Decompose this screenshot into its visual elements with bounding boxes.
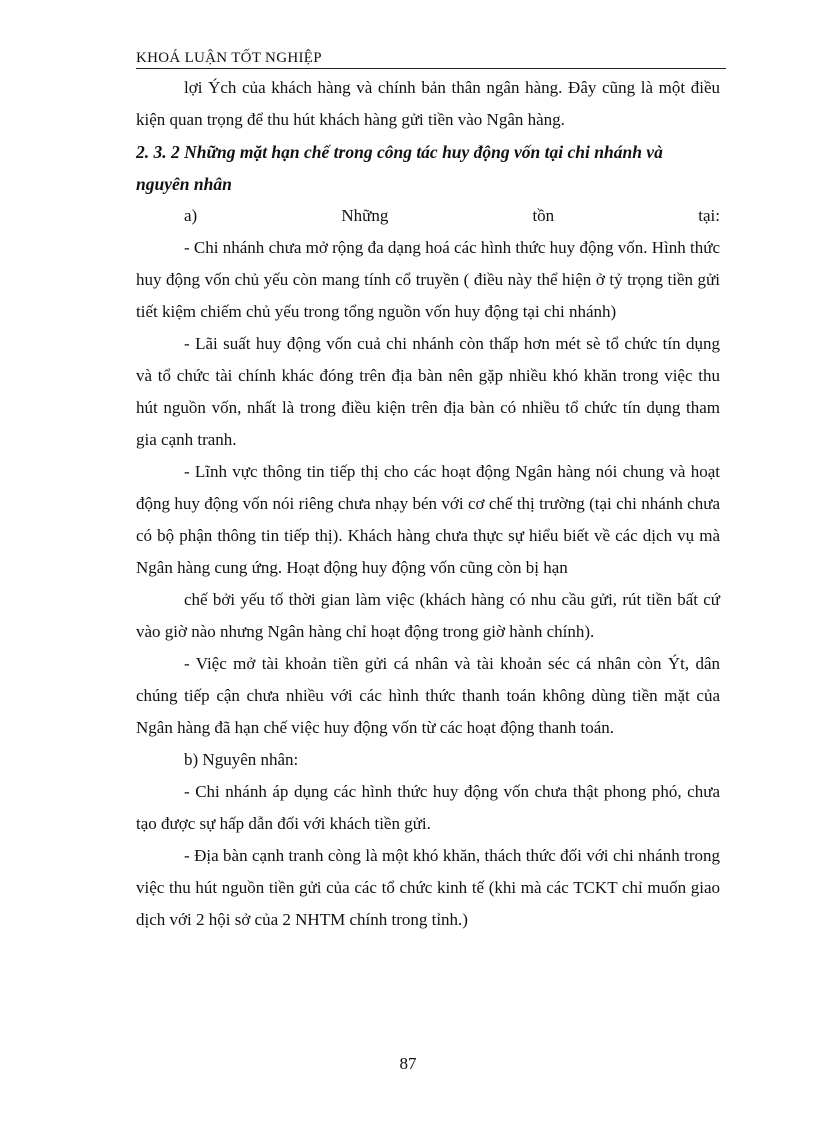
page-number: 87 [399, 1054, 417, 1073]
continuation-paragraph: lợi Ých của khách hàng và chính bản thân ngân hàng. Đây cũng là một điều kiện quan trọng để thu hút khách hàng gửi tiền vào Ngân hàng. [136, 78, 720, 129]
limitation-paragraph: - Chi nhánh chưa mở rộng đa dạng hoá các hình thức huy động vốn. Hình thức huy động vốn chủ yếu còn mang tính cổ truyền ( điều này thể hiện ở tỷ trọng tiền gửi tiết kiệm chiếm chủ yếu trong tổng nguồn vốn huy động tại chi nhánh) [136, 238, 720, 321]
limitation-paragraph: - Việc mở tài khoản tiền gửi cá nhân và tài khoản séc cá nhân còn Ýt, dân chúng tiếp cận chưa nhiều với các hình thức thanh toán không dùng tiền mặt của Ngân hàng đã hạn chế việc huy động vốn từ các hoạt động thanh toán. [136, 654, 720, 737]
cause-paragraph: - Địa bàn cạnh tranh còng là một khó khăn, thách thức đối với chi nhánh trong việc thu hút nguồn tiền gửi của các tổ chức kinh tế (khi mà các TCKT chỉ muốn giao dịch với 2 hội sở của 2 NHTM chính trong tỉnh.) [136, 846, 720, 929]
limitation-paragraph: chế bởi yếu tố thời gian làm việc (khách hàng có nhu cầu gửi, rút tiền bất cứ vào giờ nào nhưng Ngân hàng chỉ hoạt động trong giờ hành chính). [136, 590, 720, 641]
limitation-paragraph: - Lĩnh vực thông tin tiếp thị cho các hoạt động Ngân hàng nói chung và hoạt động huy động vốn nói riêng chưa nhạy bén với cơ chế thị trường (tại chi nhánh chưa có bộ phận thông tin tiếp thị). Khách hàng chưa thực sự hiểu biết về các dịch vụ mà Ngân hàng cung ứng. Hoạt động huy động vốn cũng còn bị hạn [136, 462, 720, 577]
subheading-b: b) Nguyên nhân: [184, 750, 299, 769]
subheading-a [136, 200, 720, 232]
subheading-a-word: Những [341, 206, 389, 225]
page-body [136, 72, 720, 936]
subheading-a-word: tồn [532, 206, 555, 225]
page-header: KHOÁ LUẬN TỐT NGHIỆP [136, 50, 726, 69]
subheading-a-marker: a) [184, 206, 198, 225]
cause-paragraph: - Chi nhánh áp dụng các hình thức huy động vốn chưa thật phong phó, chưa tạo được sự hấp dẫn đối với khách tiền gửi. [136, 782, 720, 833]
section-heading: 2. 3. 2 Những mặt hạn chế trong công tác huy động vốn tại chi nhánh và nguyên nhân [136, 142, 663, 194]
subheading-a-word: tại: [698, 206, 720, 225]
limitation-paragraph: - Lãi suất huy động vốn cuả chi nhánh còn thấp hơn mét sè tổ chức tín dụng và tổ chức tài chính khác đóng trên địa bàn nên gặp nhiều khó khăn trong việc thu hút nguồn vốn, nhất là trong điều kiện trên địa bàn có nhiều tổ chức tín dụng tham gia cạnh tranh. [136, 334, 720, 449]
